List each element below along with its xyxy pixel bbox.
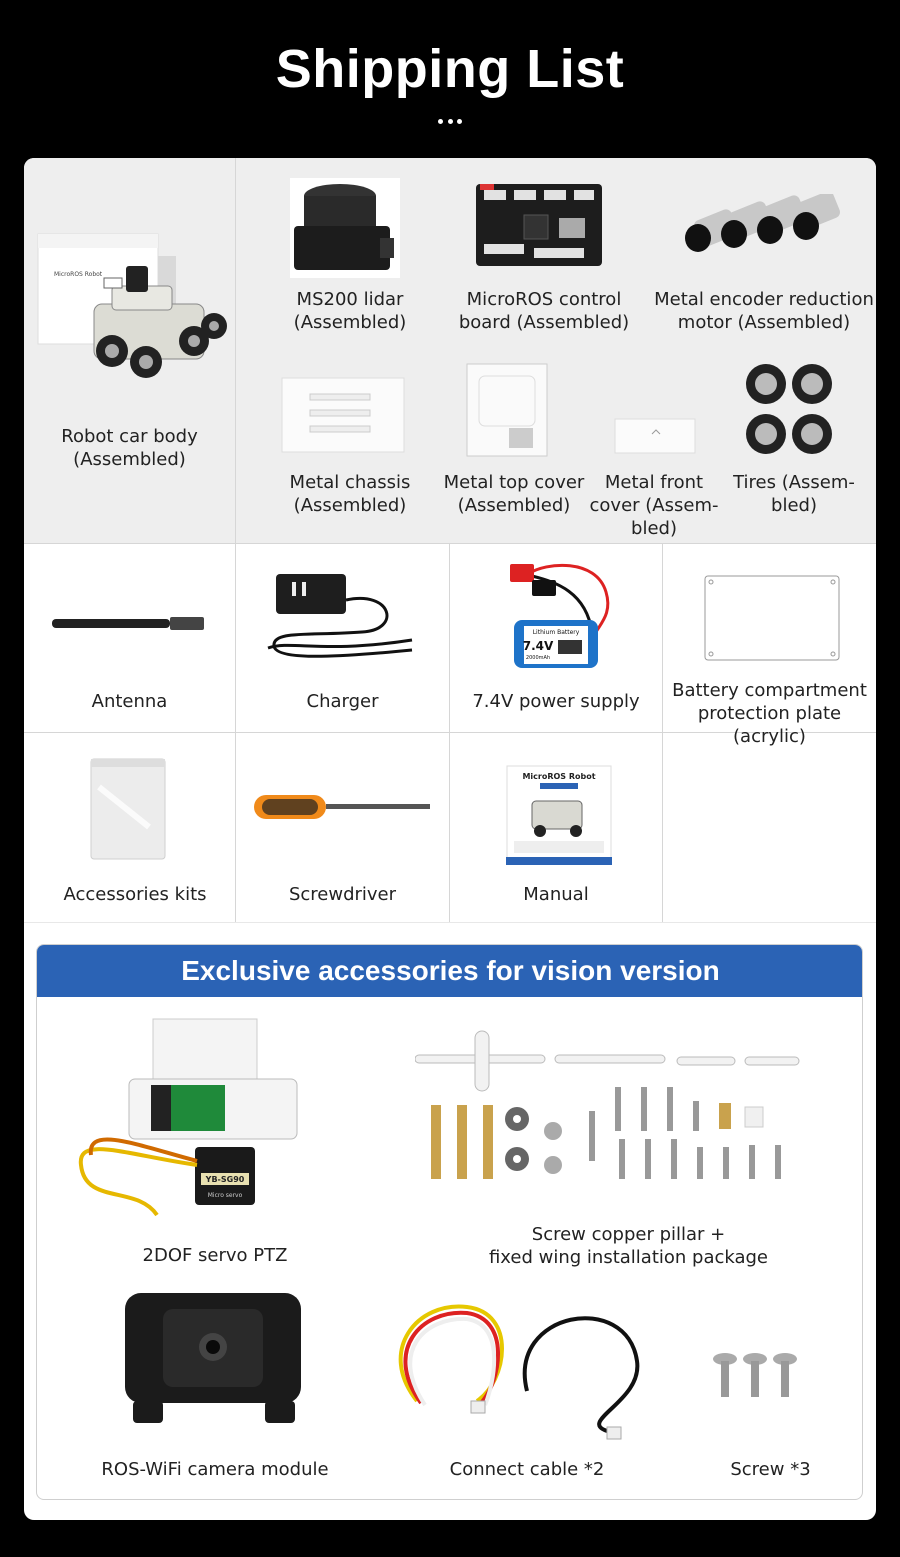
control-board-label: MicroROS control board (Assembled) <box>458 289 630 333</box>
divider <box>24 922 876 923</box>
screwdriver-label: Screwdriver <box>288 884 397 905</box>
svg-text:MicroROS Robot: MicroROS Robot <box>522 772 596 781</box>
manual-image <box>506 765 612 865</box>
item-chassis <box>250 348 450 543</box>
item-top-cover <box>434 348 594 543</box>
screwdriver-image <box>252 789 434 825</box>
item-lidar <box>250 158 450 348</box>
item-motor <box>652 158 876 348</box>
item-charger <box>236 544 449 732</box>
item-screw-3 <box>677 1277 863 1500</box>
shipping-card <box>24 158 876 1520</box>
svg-text:2000mAh: 2000mAh <box>525 655 551 661</box>
front-cover-label: Metal front cover (Assem- bled) <box>589 472 719 539</box>
svg-text:7.4V: 7.4V <box>522 639 554 653</box>
ptz-label: 2DOF servo PTZ <box>142 1245 288 1266</box>
item-camera <box>37 1277 393 1500</box>
camera-label: ROS-WiFi camera module <box>101 1459 329 1480</box>
screw-3-image <box>711 1351 803 1401</box>
antenna-image <box>50 614 210 634</box>
item-manual <box>450 733 662 922</box>
vision-title: Exclusive accessories for vision version <box>37 945 863 997</box>
vision-section <box>36 944 863 1500</box>
protection-plate-image <box>703 574 843 664</box>
protection-plate-label: Battery compartment protection plate (acrylic) <box>672 680 867 747</box>
svg-text:Micro servo: Micro servo <box>207 1192 243 1199</box>
cable-label: Connect cable *2 <box>449 1459 605 1480</box>
manual-label: Manual <box>523 884 589 905</box>
item-protection-plate <box>663 544 876 747</box>
accessories-kits-image <box>89 757 167 861</box>
screw-package-label: Screw copper pillar + fixed wing installation package <box>488 1224 769 1268</box>
motor-image <box>682 194 852 264</box>
power-supply-image <box>506 552 616 672</box>
chassis-image <box>280 374 410 454</box>
item-control-board <box>444 158 644 348</box>
top-cover-label: Metal top cover (Assembled) <box>443 472 585 516</box>
page-title: Shipping List <box>275 39 625 99</box>
svg-text:MicroROS Robot: MicroROS Robot <box>54 271 103 278</box>
top-cover-image <box>465 362 549 458</box>
page-header <box>0 0 900 160</box>
item-screwdriver <box>236 733 449 922</box>
chassis-label: Metal chassis (Assembled) <box>289 472 411 516</box>
camera-image <box>123 1291 307 1433</box>
divider <box>235 158 236 543</box>
charger-image <box>262 570 432 662</box>
item-antenna <box>24 544 235 732</box>
item-ptz <box>37 997 393 1277</box>
tires-label: Tires (Assem- bled) <box>733 472 855 516</box>
screw-package-image <box>415 1027 805 1187</box>
svg-text:YB-SG90: YB-SG90 <box>205 1175 245 1184</box>
motor-label: Metal encoder reduction motor (Assembled) <box>654 289 874 333</box>
item-cable <box>377 1277 677 1500</box>
accessories-kits-label: Accessories kits <box>63 884 207 905</box>
power-supply-label: 7.4V power supply <box>472 691 640 712</box>
ptz-image <box>67 1015 317 1235</box>
item-accessories-kits <box>24 733 246 922</box>
item-front-cover <box>584 348 724 543</box>
lidar-label: MS200 lidar (Assembled) <box>293 289 407 333</box>
item-tires <box>719 348 869 543</box>
item-robot-car <box>24 158 235 543</box>
antenna-label: Antenna <box>91 691 168 712</box>
robot-car-image <box>34 226 229 401</box>
title-dots <box>438 119 462 125</box>
charger-label: Charger <box>306 691 379 712</box>
cable-image <box>377 1291 657 1441</box>
item-power-supply <box>450 544 662 732</box>
lidar-image <box>290 178 400 278</box>
item-screw-package <box>393 997 863 1277</box>
svg-text:Lithium Battery: Lithium Battery <box>532 629 580 636</box>
control-board-image <box>474 180 604 270</box>
robot-car-label: Robot car body (Assembled) <box>61 426 198 470</box>
tires-image <box>744 362 836 458</box>
front-cover-image <box>614 418 696 454</box>
screw-3-label: Screw *3 <box>730 1459 811 1480</box>
